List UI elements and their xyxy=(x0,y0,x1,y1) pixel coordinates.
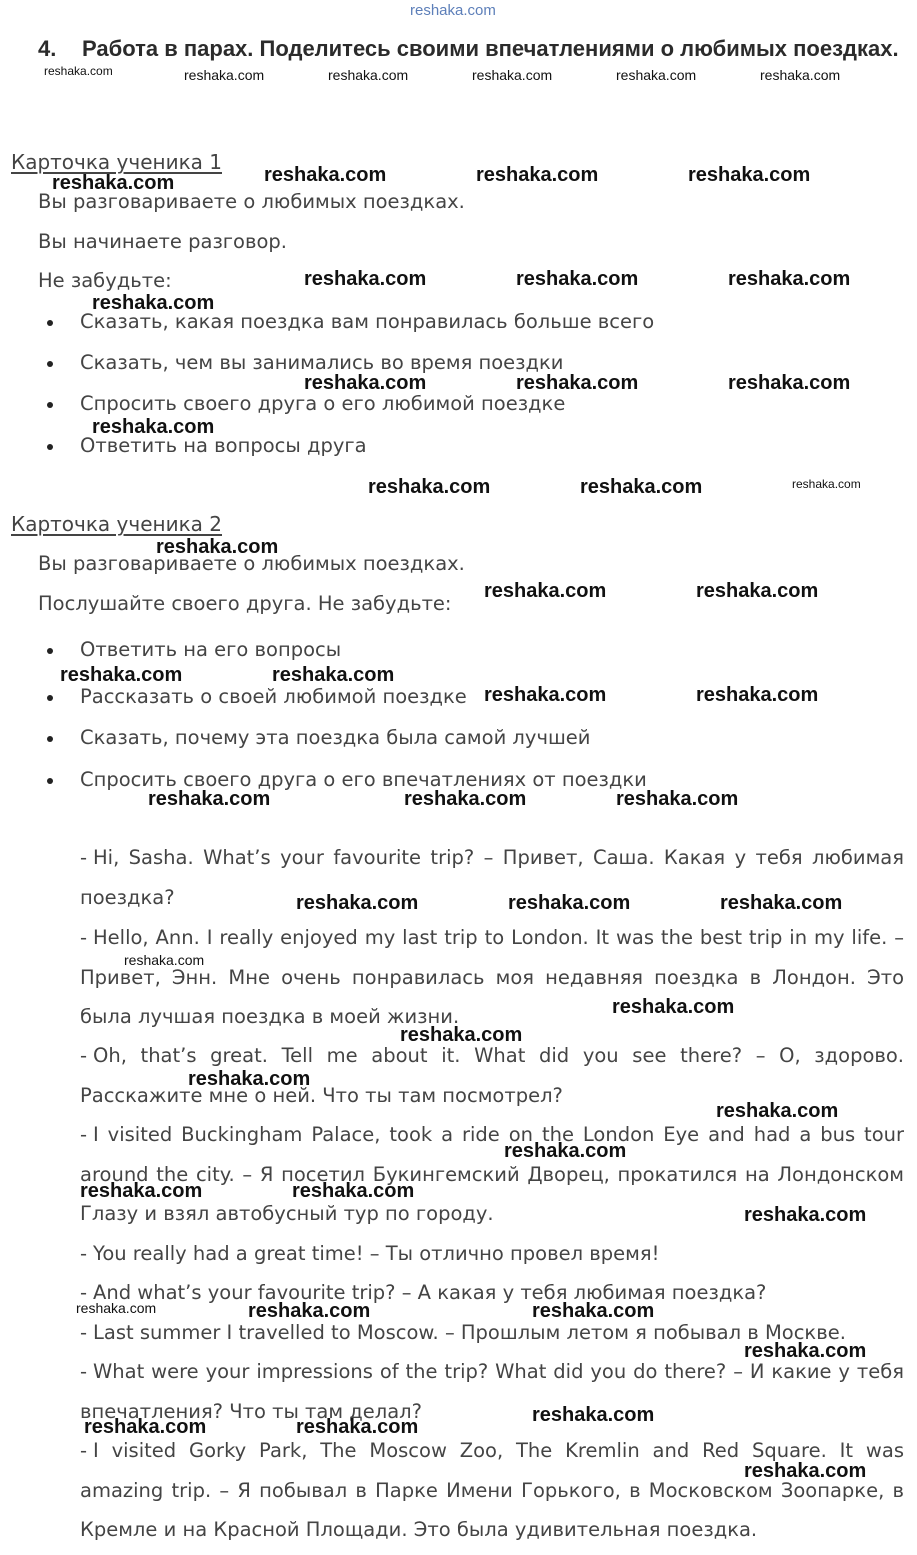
watermark: reshaka.com xyxy=(76,1300,157,1316)
watermark: reshaka.com xyxy=(516,268,639,290)
watermark: reshaka.com xyxy=(792,477,861,491)
watermark: reshaka.com xyxy=(92,292,215,314)
card1-line-2: Вы начинаете разговор. xyxy=(38,230,287,253)
watermark: reshaka.com xyxy=(292,1180,415,1202)
watermark: reshaka.com xyxy=(296,892,419,914)
watermark: reshaka.com xyxy=(404,788,527,810)
watermark: reshaka.com xyxy=(516,372,639,394)
dialogue-line: - Hello, Ann. I really enjoyed my last trip to London. It was the best trip in my life. – Привет, Энн. Мне очень понравилась моя недавняя поездка в Лондон. Это была лучшая поездка в моей жизни. xyxy=(80,926,904,1028)
watermark: reshaka.com xyxy=(504,1140,627,1162)
card2-bullet: Рассказать о своей любимой поездке xyxy=(80,685,467,708)
watermark: reshaka.com xyxy=(616,788,739,810)
watermark: reshaka.com xyxy=(44,64,113,78)
watermark: reshaka.com xyxy=(304,268,427,290)
watermark: reshaka.com xyxy=(532,1300,655,1322)
watermark: reshaka.com xyxy=(272,664,395,686)
watermark: reshaka.com xyxy=(84,1416,207,1438)
watermark: reshaka.com xyxy=(616,67,697,83)
watermark: reshaka.com xyxy=(760,67,841,83)
watermark: reshaka.com xyxy=(264,164,387,186)
watermark: reshaka.com xyxy=(484,580,607,602)
task-heading xyxy=(38,30,904,68)
task-text: Работа в парах. Поделитесь своими впечатлениями о любимых поездках. xyxy=(82,36,899,61)
watermark: reshaka.com xyxy=(52,172,175,194)
dialogue-line: - What were your impressions of the trip? What did you do there? – И какие у тебя впечатления? Что ты там делал? xyxy=(80,1360,904,1423)
watermark: reshaka.com xyxy=(612,996,735,1018)
card1-bullet: Сказать, какая поездка вам понравилась больше всего xyxy=(80,310,655,333)
watermark: reshaka.com xyxy=(744,1204,867,1226)
card2-bullet: Спросить своего друга о его впечатлениях от поездки xyxy=(80,768,647,791)
card1-bullet: Ответить на вопросы друга xyxy=(80,434,367,457)
watermark: reshaka.com xyxy=(296,1416,419,1438)
watermark: reshaka.com xyxy=(400,1024,523,1046)
watermark: reshaka.com xyxy=(728,268,851,290)
card2-line-2: Послушайте своего друга. Не забудьте: xyxy=(38,592,452,615)
watermark: reshaka.com xyxy=(744,1460,867,1482)
card2-bullet: Ответить на его вопросы xyxy=(80,638,342,661)
task-number: 4. xyxy=(38,36,57,61)
dialogue-line: - I visited Buckingham Palace, took a ride on the London Eye and had a bus tour around the city. – Я посетил Букингемский Дворец, прокатился на Лондонском Глазу и взял автобусный тур по городу. xyxy=(80,1123,904,1225)
card2-bullet: Сказать, почему эта поездка была самой лучшей xyxy=(80,726,591,749)
watermark: reshaka.com xyxy=(60,664,183,686)
watermark: reshaka.com xyxy=(728,372,851,394)
dialogue-line: - And what’s your favourite trip? – А какая у тебя любимая поездка? xyxy=(80,1281,767,1304)
card1-line-1: Вы разговариваете о любимых поездках. xyxy=(38,190,465,213)
watermark: reshaka.com xyxy=(184,67,265,83)
watermark: reshaka.com xyxy=(716,1100,839,1122)
dialogue-line: - Hi, Sasha. What’s your favourite trip? – Привет, Саша. Какая у тебя любимая поездка? xyxy=(80,846,904,909)
watermark: reshaka.com xyxy=(80,1180,203,1202)
watermark: reshaka.com xyxy=(696,580,819,602)
watermark: reshaka.com xyxy=(688,164,811,186)
watermark: reshaka.com xyxy=(472,67,553,83)
dialogue-line: - You really had a great time! – Ты отлично провел время! xyxy=(80,1242,660,1265)
card2-line-1: Вы разговариваете о любимых поездках. xyxy=(38,552,465,575)
watermark: reshaka.com xyxy=(304,372,427,394)
watermark: reshaka.com xyxy=(744,1340,867,1362)
watermark: reshaka.com xyxy=(92,416,215,438)
watermark: reshaka.com xyxy=(188,1068,311,1090)
watermark: reshaka.com xyxy=(124,952,205,968)
watermark: reshaka.com xyxy=(156,536,279,558)
watermark: reshaka.com xyxy=(410,2,496,19)
watermark: reshaka.com xyxy=(328,67,409,83)
watermark: reshaka.com xyxy=(148,788,271,810)
watermark: reshaka.com xyxy=(484,684,607,706)
dialogue-line: - Last summer I travelled to Moscow. – Прошлым летом я побывал в Москве. xyxy=(80,1321,846,1344)
card1-title: Карточка ученика 1 xyxy=(11,150,222,174)
card1-line-3: Не забудьте: xyxy=(38,269,172,292)
watermark: reshaka.com xyxy=(476,164,599,186)
card1-bullet: Сказать, чем вы занимались во время поездки xyxy=(80,351,564,374)
dialogue-line: - I visited Gorky Park, The Moscow Zoo, The Kremlin and Red Square. It was amazing trip. – Я побывал в Парке Имени Горького, в Московском Зоопарке, в Кремле и на Красной Площади. Это была удивительная поездка. xyxy=(80,1439,904,1541)
watermark: reshaka.com xyxy=(508,892,631,914)
watermark: reshaka.com xyxy=(532,1404,655,1426)
dialogue-line: - Oh, that’s great. Tell me about it. What did you see there? – О, здорово. Расскажите мне о ней. Что ты там посмотрел? xyxy=(80,1044,904,1107)
card2-title: Карточка ученика 2 xyxy=(11,512,222,536)
watermark: reshaka.com xyxy=(720,892,843,914)
watermark: reshaka.com xyxy=(368,476,491,498)
watermark: reshaka.com xyxy=(580,476,703,498)
card1-bullet: Спросить своего друга о его любимой поездке xyxy=(80,392,566,415)
watermark: reshaka.com xyxy=(696,684,819,706)
watermark: reshaka.com xyxy=(248,1300,371,1322)
